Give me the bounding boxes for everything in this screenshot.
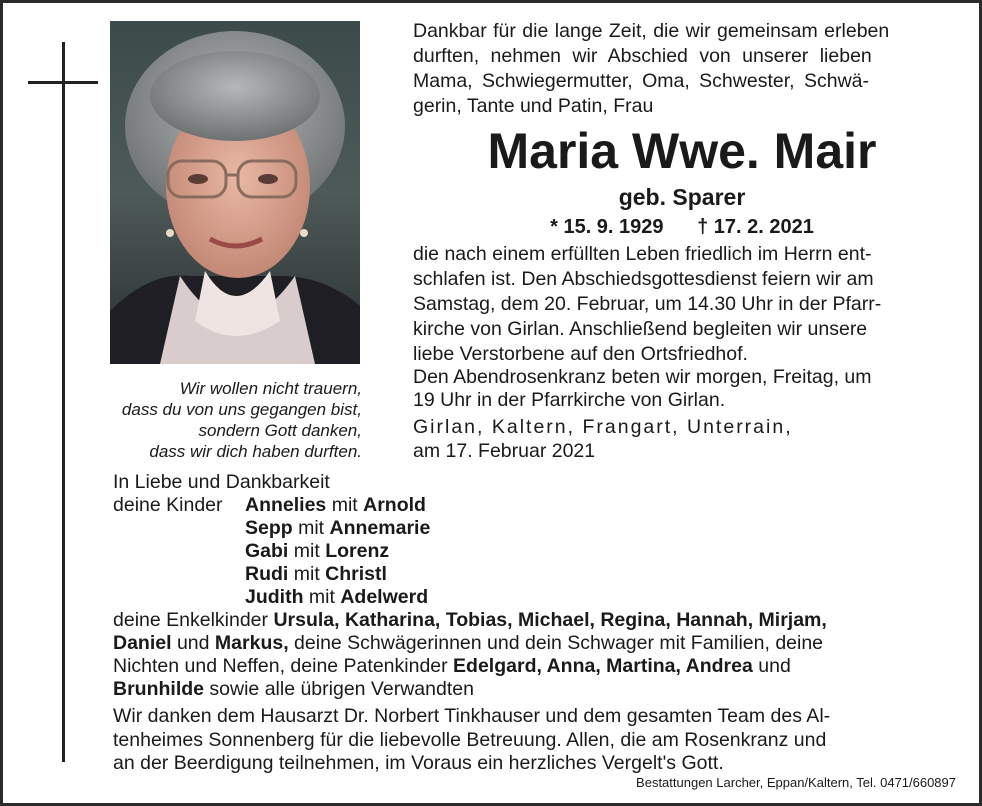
- godchild-name: Brunhilde: [113, 678, 204, 700]
- relatives-line: [113, 678, 474, 701]
- family-intro: In Liebe und Dankbarkeit: [113, 471, 330, 493]
- child-name: Sepp: [245, 517, 293, 539]
- places-line: Girlan, Kaltern, Frangart, Unterrain,: [413, 416, 793, 438]
- funeral-home-credit: Bestattungen Larcher, Eppan/Kaltern, Tel. 0471/660897: [636, 775, 956, 790]
- child-name: Gabi: [245, 540, 289, 562]
- partner-name: Arnold: [363, 494, 426, 516]
- quote-line: dass wir dich haben durften.: [149, 442, 362, 461]
- memorial-quote: [108, 378, 362, 462]
- death-date: † 17. 2. 2021: [697, 216, 814, 238]
- conjunction-mit: mit: [293, 540, 320, 562]
- quote-line: sondern Gott danken,: [198, 421, 362, 440]
- conjunction-und: und: [758, 655, 791, 677]
- child-name: Rudi: [245, 563, 289, 585]
- partner-name: Lorenz: [325, 540, 390, 562]
- relatives-text: sowie alle übrigen Verwandten: [209, 678, 474, 700]
- child-row: [245, 540, 389, 563]
- conjunction-mit: mit: [331, 494, 358, 516]
- conjunction-mit: mit: [293, 563, 320, 585]
- partner-name: Annemarie: [329, 517, 431, 539]
- portrait-photo: [110, 21, 360, 364]
- relatives-line: [113, 632, 823, 655]
- body-line: Den Abendrosenkranz beten wir morgen, Freitag, um: [413, 366, 872, 388]
- child-row: [245, 494, 426, 517]
- life-dates: [408, 215, 956, 239]
- body-line: liebe Verstorbene auf den Ortsfriedhof.: [413, 343, 748, 365]
- birth-date: * 15. 9. 1929: [550, 216, 664, 238]
- grandchildren-label: deine Enkelkinder: [113, 609, 269, 631]
- cross-symbol-bar: [28, 81, 98, 84]
- relatives-text: deine Schwägerinnen und dein Schwager mit Familien, deine: [294, 632, 824, 654]
- child-name: Annelies: [245, 494, 327, 516]
- date-line: am 17. Februar 2021: [413, 440, 596, 462]
- conjunction-mit: mit: [308, 586, 335, 608]
- conjunction-und: und: [176, 632, 210, 654]
- godchildren-names: Edelgard, Anna, Martina, Andrea: [453, 655, 753, 677]
- body-line: 19 Uhr in der Pfarrkirche von Girlan.: [413, 389, 726, 411]
- child-row: [245, 517, 430, 540]
- relatives-text: Nichten und Neffen, deine Patenkinder: [113, 655, 448, 677]
- grandchild-name: Markus,: [214, 632, 289, 654]
- child-row: [245, 563, 387, 586]
- partner-name: Christl: [325, 563, 387, 585]
- intro-line: Mama, Schwiegermutter, Oma, Schwester, Schwä-: [413, 70, 869, 92]
- conjunction-mit: mit: [298, 517, 325, 539]
- quote-line: Wir wollen nicht trauern,: [179, 379, 362, 398]
- intro-line: gerin, Tante und Patin, Frau: [413, 95, 654, 117]
- intro-line: Dankbar für die lange Zeit, die wir gemeinsam erleben: [413, 20, 890, 42]
- birth-name: geb. Sparer: [618, 184, 746, 210]
- deceased-name: Maria Wwe. Mair: [487, 123, 877, 179]
- grandchild-name: Daniel: [113, 632, 172, 654]
- thanks-line: tenheimes Sonnenberg für die liebevolle Betreuung. Allen, die am Rosenkranz und: [113, 729, 827, 751]
- thanks-line: an der Beerdigung teilnehmen, im Voraus ein herzliches Vergelt's Gott.: [113, 752, 724, 774]
- child-row: [245, 586, 428, 609]
- children-label: deine Kinder: [113, 494, 223, 516]
- child-name: Judith: [245, 586, 304, 608]
- relatives-line: [113, 655, 791, 678]
- thanks-line: Wir danken dem Hausarzt Dr. Norbert Tinkhauser und dem gesamten Team des Al-: [113, 705, 831, 727]
- body-line: Samstag, dem 20. Februar, um 14.30 Uhr in der Pfarr-: [413, 293, 882, 315]
- grandchildren-line: [113, 609, 827, 632]
- quote-line: dass du von uns gegangen bist,: [121, 400, 362, 419]
- cross-symbol: [62, 42, 65, 762]
- body-line: die nach einem erfüllten Leben friedlich im Herrn ent-: [413, 243, 872, 265]
- body-line: schlafen ist. Den Abschiedsgottesdienst feiern wir am: [413, 268, 874, 290]
- body-line: kirche von Girlan. Anschließend begleiten wir unsere: [413, 318, 868, 340]
- intro-line: durften, nehmen wir Abschied von unserer lieben: [413, 45, 872, 67]
- grandchildren-names: Ursula, Katharina, Tobias, Michael, Regina, Hannah, Mirjam,: [273, 609, 827, 631]
- partner-name: Adelwerd: [340, 586, 429, 608]
